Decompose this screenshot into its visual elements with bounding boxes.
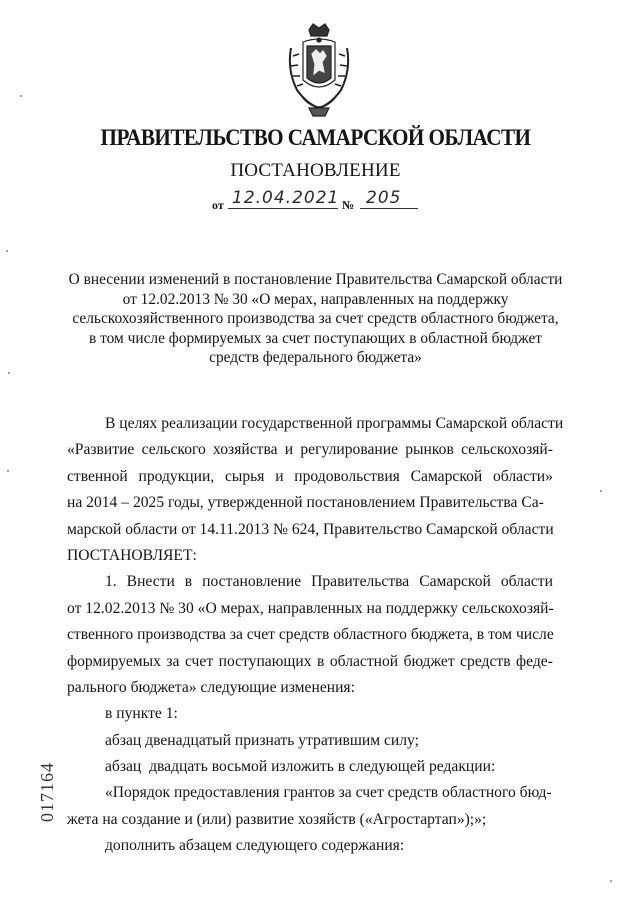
word: Внести (126, 573, 175, 591)
word: счет (184, 652, 214, 670)
number-prefix: № (342, 198, 355, 212)
word: в (184, 573, 193, 591)
registration-number: 017164 (37, 762, 57, 822)
word: сельского (141, 441, 206, 459)
word: Правительства (311, 573, 410, 591)
item1-line (67, 649, 553, 675)
word: поступающих (218, 652, 312, 670)
date-prefix: от (212, 198, 224, 212)
word: областной (329, 652, 399, 670)
item1-line (67, 569, 553, 595)
word: и (284, 441, 294, 459)
preamble-line: марской области от 14.11.2013 № 624, Правительство Самарской области (67, 520, 554, 538)
heading-line: средств федерального бюджета» (209, 349, 422, 366)
scan-speck (600, 490, 602, 492)
preamble-line: В целях реализации государственной программы Самарской области (105, 415, 564, 432)
heading-line: сельскохозяйственного производства за счет средств областного бюджета, (72, 310, 559, 327)
word: 1. (105, 573, 117, 591)
date-value: 12.04.2021 (232, 188, 340, 208)
government-title: ПРАВИТЕЛЬСТВО САМАРСКОЙ ОБЛАСТИ (100, 125, 531, 150)
document-type: ПОСТАНОВЛЕНИЕ (230, 160, 401, 181)
word: хозяйства (213, 441, 278, 459)
heading-line: О внесении изменений в постановление Правительства Самарской области (68, 271, 563, 288)
scan-speck (20, 95, 22, 97)
document-heading (40, 270, 591, 368)
word: сырья (224, 467, 265, 485)
word: продукции, (138, 467, 215, 485)
word: рынков (405, 441, 454, 459)
point1-line: в пункте 1: (105, 705, 178, 723)
preamble-line: на 2014 – 2025 годы, утвержденной постановлением Правительства Са- (67, 494, 544, 512)
word: сельскохозяй- (461, 441, 553, 459)
word: Самарской (410, 467, 483, 485)
word: продовольствия (294, 467, 400, 485)
date-number-line (212, 190, 432, 214)
word: области (500, 573, 553, 591)
samara-coat-of-arms-icon (283, 20, 355, 120)
word: за (166, 652, 180, 670)
heading-line: от 12.02.2013 № 30 «О мерах, направленных на поддержку (122, 290, 509, 308)
paragraph-12-line: абзац двенадцатый признать утратившим силу; (105, 731, 419, 749)
preamble-line (67, 464, 553, 490)
word: Самарской (419, 573, 491, 591)
scan-speck (6, 250, 8, 252)
word: регулирование (300, 441, 399, 459)
item1-line: ственного производства за счет средств областного бюджета, в том числе (67, 626, 554, 644)
word: и (275, 467, 284, 485)
preamble-line (67, 437, 553, 463)
word: «Развитие (67, 441, 135, 459)
supplement-line: дополнить абзацем следующего содержания: (105, 837, 405, 855)
word: средств (460, 652, 511, 670)
quote-line: «Порядок предоставления грантов за счет средств областного бюд- (105, 784, 552, 802)
word: в (317, 652, 325, 670)
word: бюджет (403, 652, 455, 670)
scan-speck (610, 880, 612, 882)
word: формируемых (67, 652, 161, 670)
quote-line: жета на создание и (или) развитие хозяйств («Агростартап»);»; (67, 810, 487, 828)
word: постановление (202, 573, 302, 591)
word: области» (492, 467, 553, 485)
item1-line: от 12.02.2013 № 30 «О мерах, направленных на поддержку сельскохозяй- (67, 599, 554, 617)
number-value: 205 (366, 188, 402, 208)
paragraph-28-line: абзац двадцать восьмой изложить в следующей редакции: (105, 758, 496, 776)
item1-line: рального бюджета» следующие изменения: (67, 678, 355, 696)
scan-speck (8, 372, 10, 374)
scan-speck (7, 470, 9, 472)
heading-line: в том числе формируемых за счет поступающих в областной бюджет (88, 329, 543, 347)
word: ственной (67, 467, 128, 485)
word: феде- (516, 652, 553, 670)
preamble-line: ПОСТАНОВЛЯЕТ: (67, 546, 197, 564)
document-body (67, 411, 564, 860)
